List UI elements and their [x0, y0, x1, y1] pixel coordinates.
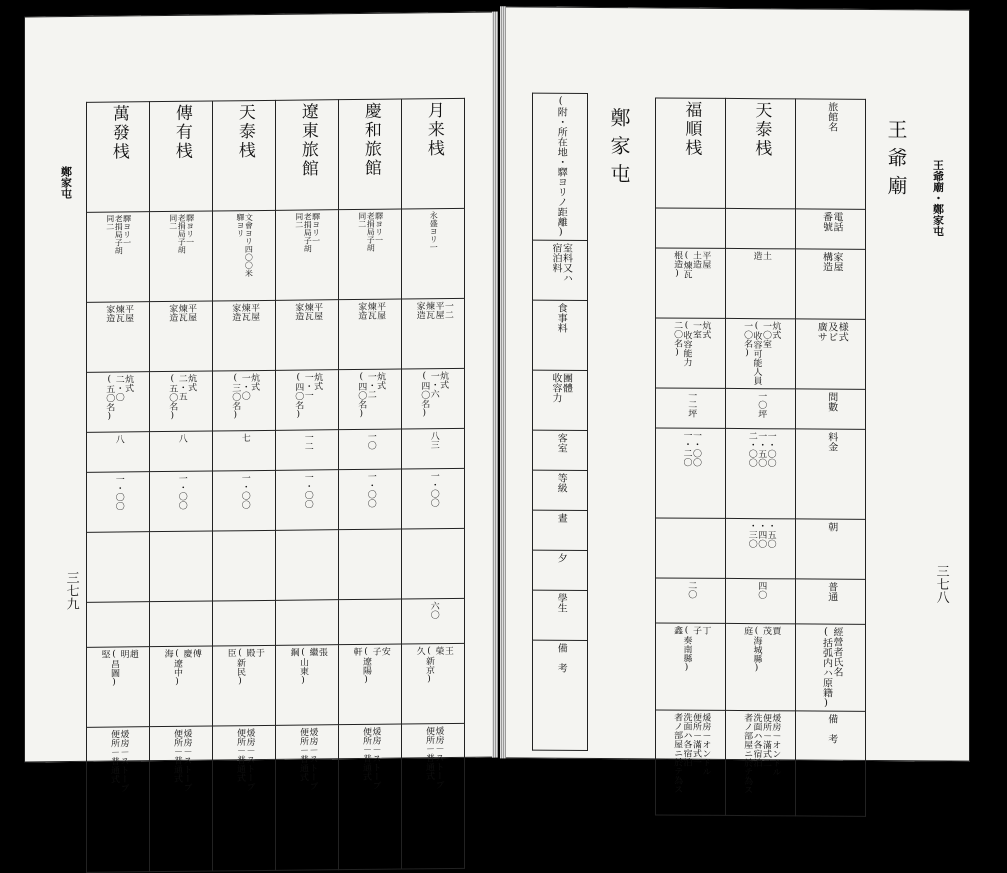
column-header: 様式 及ビ 廣サ	[815, 321, 848, 342]
building-structure: 平屋 土造 (煉瓦 根造)	[672, 250, 711, 279]
header-cell	[796, 711, 866, 816]
table-row	[656, 518, 866, 579]
inn-table	[655, 97, 866, 816]
remarks: 煖房－オンドル 便所－滿式一 洗面ハ各宿泊 者ノ部屋ニ於テ為ス	[672, 712, 711, 794]
column-header: 旅館名	[825, 101, 837, 132]
room-count: 一〇	[365, 431, 376, 450]
inn-table	[86, 98, 465, 873]
table-cell	[339, 99, 402, 210]
remarks: 煖房－ストーブ 便所－普通式	[109, 729, 129, 793]
group-capacity: 六〇	[428, 601, 439, 620]
table-cell	[150, 531, 213, 602]
column-header: 料金	[825, 431, 837, 452]
running-head: 鄭家屯	[59, 165, 73, 200]
table-cell	[339, 299, 402, 370]
table-cell	[402, 598, 465, 644]
inn-name: 福順桟	[681, 100, 702, 158]
room-style: 炕式 一室 (收容能力 二〇名)	[672, 320, 711, 367]
proprietor-name: 張 繼 (山東) 鋼	[288, 647, 327, 686]
header-cell	[533, 430, 588, 470]
table-row	[533, 590, 588, 640]
remarks: 煖房－ストーブ 便所－普通式	[298, 727, 318, 791]
table-cell	[87, 302, 150, 373]
table-cell	[339, 369, 402, 430]
remarks: 煖房－ストーブ 便所－普通式	[172, 728, 192, 792]
table-cell	[150, 431, 213, 472]
building-structure: 平屋 煉瓦 家造	[104, 304, 134, 323]
inn-name: 遼東旅館	[297, 102, 318, 179]
column-header: 備 考	[555, 642, 567, 673]
table-row	[656, 208, 866, 249]
running-head: 王爺廟・鄭家屯	[931, 159, 945, 237]
room-price: 一・〇〇 一・五〇 二・〇〇	[746, 431, 776, 468]
table-cell	[213, 430, 276, 471]
header-cell	[796, 209, 866, 249]
header-cell	[533, 470, 588, 510]
page-edge	[500, 6, 506, 758]
room-count: 八三	[428, 431, 439, 450]
inn-name: 天泰桟	[751, 101, 772, 159]
header-cell	[796, 389, 866, 429]
room-price: 一・〇〇	[428, 471, 439, 508]
table-cell	[276, 645, 339, 726]
table-row	[656, 710, 866, 816]
table-cell	[402, 643, 465, 724]
table-row	[533, 640, 588, 750]
table-cell	[402, 528, 465, 599]
inn-name: 萬發桟	[108, 104, 129, 162]
table-row	[656, 98, 866, 209]
table-row	[87, 428, 465, 472]
table-row	[533, 430, 588, 470]
building-structure: 一二 平屋 煉瓦 家造	[414, 300, 453, 320]
table-cell	[656, 578, 726, 623]
table-cell	[339, 429, 402, 470]
column-header: 間數	[825, 391, 837, 412]
table-cell	[726, 388, 796, 428]
column-header: 室料又ハ 宿泊料	[550, 242, 572, 283]
table-row	[533, 510, 588, 550]
column-header: 團體 收容力	[550, 372, 572, 403]
table-row	[87, 298, 465, 372]
room-price: 一・〇〇	[365, 471, 376, 508]
table-cell	[276, 600, 339, 646]
table-cell	[402, 208, 465, 299]
table-cell	[726, 710, 796, 815]
room-style: 炕式 一・二 (四〇名)	[356, 371, 386, 420]
room-count: 一二坪	[686, 390, 697, 418]
room-price: 一・〇〇	[113, 474, 124, 511]
table-cell	[402, 428, 465, 469]
room-price: 一・〇〇	[239, 473, 250, 510]
inn-name: 慶和旅館	[360, 101, 381, 178]
table-cell	[213, 370, 276, 431]
building-structure: 平屋 煉瓦 家造	[293, 302, 323, 321]
table-cell	[87, 727, 150, 873]
table-cell	[276, 430, 339, 471]
proprietor-name: 賈 茂 (海城縣) 庭	[742, 626, 781, 674]
column-header: 客室	[555, 432, 567, 453]
table-cell	[656, 208, 726, 248]
room-count: 八	[113, 434, 124, 444]
table-cell	[276, 370, 339, 431]
table-row	[533, 300, 588, 370]
proprietor-name: 傅 慶 (遼中) 海	[162, 648, 201, 687]
table-cell	[656, 428, 726, 518]
room-style: 炕式 二・〇 (五〇名)	[104, 374, 134, 422]
table-cell	[150, 211, 213, 302]
proprietor-name: 于 殿 (新民) 臣	[225, 647, 264, 687]
header-cell	[796, 429, 866, 519]
section-title: 鄭家屯	[607, 107, 631, 192]
inn-address: 文會ヨリ四〇〇米 驛ヨリ	[236, 213, 254, 278]
table-cell	[656, 623, 726, 710]
table-cell	[276, 210, 339, 301]
table-row	[656, 388, 866, 429]
table-cell	[726, 428, 796, 518]
table-cell	[213, 210, 276, 301]
building-structure: 平屋 煉瓦 家造	[167, 303, 197, 322]
header-cell	[796, 624, 866, 711]
column-header: 夕	[555, 552, 567, 563]
inn-address: 驛ヨリ一 老捐局子胡 同二	[105, 214, 132, 255]
header-cell	[533, 93, 588, 240]
table-cell	[726, 208, 796, 248]
page-number: 三七九	[63, 570, 79, 611]
group-capacity: 四〇	[756, 581, 767, 600]
page-edge	[492, 12, 498, 758]
column-header: 食事料	[555, 302, 567, 333]
inn-address: 驛ヨリ一 老捐局子胡 同二	[294, 212, 321, 253]
column-header: 電話 番號	[820, 211, 842, 232]
table-cell	[87, 532, 150, 603]
table-cell	[213, 600, 276, 646]
table-row	[656, 428, 866, 519]
column-header: 等級	[555, 472, 567, 493]
table-cell	[726, 248, 796, 318]
room-style: 炕式 一・六 (四〇名)	[419, 371, 449, 419]
header-table	[532, 93, 588, 751]
table-cell	[150, 601, 213, 647]
table-cell	[213, 100, 276, 211]
table-cell	[339, 209, 402, 300]
inn-name: 天泰桟	[234, 103, 255, 161]
table-cell	[150, 646, 213, 727]
column-header: 經營者氏名 (括弧内ハ原籍)	[820, 626, 842, 709]
column-header: 普通	[825, 581, 837, 602]
table-cell	[87, 647, 150, 728]
header-cell	[533, 240, 588, 300]
room-count: 一〇坪	[756, 391, 767, 419]
table-cell	[87, 602, 150, 648]
proprietor-name: 安 子 (遼陽) 軒	[351, 646, 390, 685]
column-header: 家屋 構造	[820, 251, 842, 272]
table-cell	[87, 102, 150, 213]
table-row	[87, 208, 465, 302]
table-cell	[656, 318, 726, 388]
right-page	[500, 6, 970, 795]
table-cell	[150, 301, 213, 372]
table-row	[533, 93, 588, 240]
building-structure: 土 造	[751, 251, 771, 261]
inn-name: 傳有桟	[171, 103, 192, 161]
table-cell	[402, 298, 465, 369]
table-cell	[339, 469, 402, 530]
header-cell	[533, 590, 588, 640]
proprietor-name: 王 榮 (新京) 久	[414, 645, 453, 685]
room-style: 炕式 一〇室 (收容可能人員 一〇名)	[742, 321, 781, 386]
table-cell	[87, 472, 150, 533]
table-cell	[339, 599, 402, 645]
room-count: 八	[176, 433, 187, 443]
header-cell	[533, 510, 588, 550]
table-row	[656, 623, 866, 711]
table-cell	[402, 723, 465, 869]
table-cell	[276, 300, 339, 371]
room-count: 一二	[302, 432, 313, 451]
proprietor-name: 趙 明 (昌圖) 堅	[99, 649, 138, 688]
building-structure: 平屋 煉瓦 家造	[356, 301, 386, 321]
inn-address: 驛ヨリ一 老捐局子胡 同二	[168, 213, 195, 254]
group-capacity: 二〇	[686, 580, 697, 599]
table-cell	[656, 710, 726, 815]
table-row	[533, 240, 588, 300]
header-cell	[796, 579, 866, 624]
table-cell	[213, 530, 276, 601]
table-row	[87, 598, 465, 647]
table-cell	[656, 388, 726, 428]
table-row	[87, 368, 465, 432]
table-cell	[150, 101, 213, 212]
table-cell	[726, 578, 796, 623]
table-cell	[150, 371, 213, 432]
table-row	[533, 470, 588, 510]
table-cell	[87, 372, 150, 433]
table-cell	[276, 530, 339, 601]
table-cell	[726, 318, 796, 388]
column-header: 晝	[555, 512, 567, 523]
table-cell	[87, 432, 150, 473]
table-cell	[402, 98, 465, 209]
room-price: 一・〇〇 一・二〇	[681, 430, 701, 467]
table-cell	[213, 470, 276, 531]
table-row	[533, 370, 588, 430]
table-row	[656, 578, 866, 624]
table-cell	[726, 518, 796, 578]
remarks: 煖房－ストーブ 便所－普通式	[424, 726, 444, 790]
table-cell	[339, 529, 402, 600]
room-style: 炕式 二・五 (五〇名)	[167, 373, 197, 421]
table-cell	[213, 645, 276, 726]
proprietor-name: 丁 子 (奏南縣) 鑫	[672, 625, 711, 673]
room-style: 炕式 一・〇 (三〇名)	[230, 373, 260, 421]
remarks: 煖房－ストーブ 便所－普通式	[235, 728, 255, 792]
table-cell	[656, 248, 726, 318]
header-cell	[796, 99, 866, 209]
table-cell	[213, 725, 276, 871]
table-cell	[726, 623, 796, 710]
table-cell	[276, 470, 339, 531]
header-cell	[533, 300, 588, 370]
table-cell	[276, 100, 339, 211]
room-price: 一・〇〇	[302, 472, 313, 509]
inn-address: 永盛ヨリ一	[429, 211, 439, 260]
header-cell	[533, 550, 588, 590]
table-cell	[402, 368, 465, 429]
column-header: 學生	[555, 592, 567, 613]
column-header: 備 考	[825, 713, 837, 744]
table-cell	[726, 98, 796, 208]
header-cell	[796, 319, 866, 389]
inn-address: 驛ヨリ一 老捐局子胡 同二	[357, 211, 384, 252]
header-cell	[533, 370, 588, 430]
table-cell	[656, 98, 726, 208]
building-structure: 平屋 煉瓦 家造	[230, 303, 260, 322]
table-cell	[150, 726, 213, 872]
table-row	[533, 550, 588, 590]
inn-name: 月来桟	[423, 101, 444, 159]
table-row	[656, 248, 866, 319]
remarks: 煖房－オンドル 便所－滿式二 洗面ハ各宿泊 者ノ部屋ニ於テ為ス	[742, 713, 781, 795]
table-row	[87, 468, 465, 532]
table-cell	[339, 644, 402, 725]
room-price: 一・〇〇	[176, 473, 187, 510]
header-cell	[533, 640, 588, 750]
table-cell	[402, 468, 465, 529]
table-row	[87, 98, 465, 212]
left-page	[24, 12, 498, 793]
table-row	[87, 723, 465, 872]
table-cell	[213, 300, 276, 371]
table-row	[87, 528, 465, 602]
remarks: 煖房－ストーブ 便所－普通式	[361, 726, 381, 790]
table-row	[87, 643, 465, 727]
table-cell	[87, 212, 150, 303]
section-title: 王爺廟	[884, 119, 908, 204]
page-number: 三七八	[933, 564, 949, 604]
meal-price: ・五〇 ・四〇 ・三〇	[746, 521, 776, 549]
table-cell	[150, 471, 213, 532]
room-count: 七	[239, 433, 250, 443]
table-cell	[276, 725, 339, 871]
column-header: 朝	[825, 521, 837, 532]
header-cell	[796, 249, 866, 319]
room-style: 炕式 一・一 (四〇名)	[293, 372, 323, 420]
column-header: (附・所在地・驛ヨリノ距離)	[555, 95, 567, 238]
header-cell	[796, 519, 866, 579]
table-row	[656, 318, 866, 389]
table-cell	[339, 724, 402, 870]
table-cell	[656, 518, 726, 578]
